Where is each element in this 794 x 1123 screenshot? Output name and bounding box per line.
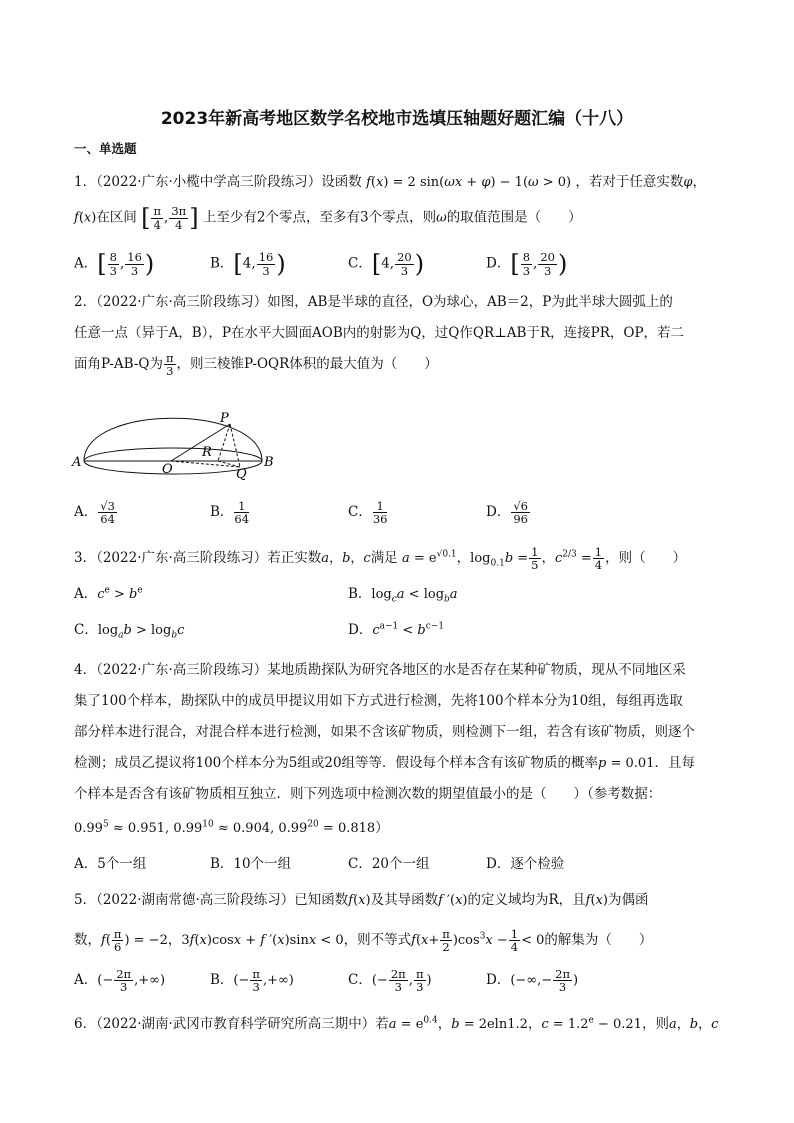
q4-line1: 4．（2022·广东·高三阶段练习）某地质勘探队为研究各地区的水是否存在某种矿物质，现从不同地区采 bbox=[74, 662, 686, 678]
q3-line1: 3．（2022·广东·高三阶段练习）若正实数a，b，c满足 $a = e^{√0.1}$，$\log_{0.1}b$ = $\frac{1}{5}$ ，$c^{2/3}$ = $\frac{1}{4}$ ，则（ ） bbox=[74, 545, 687, 573]
q1-function: f(x) = 2 sin(ωx + φ) − 1(ω > 0) bbox=[366, 175, 572, 190]
q1-option-a[interactable]: A．[ $\frac{8}{3}$ , $\frac{16}{3}$ ) bbox=[74, 250, 155, 278]
q2-option-d[interactable]: D． $\frac{√6}{96}$ bbox=[486, 499, 528, 527]
q3-option-c[interactable]: C．$\log_ab > \log_bc$ bbox=[74, 622, 185, 641]
q4-line2: 集了100个样本，勘探队中的成员甲提议用如下方式进行检测，先将100个样本分为10组，每组再选取 bbox=[74, 693, 683, 709]
label-q: Q bbox=[236, 467, 247, 480]
q2-line2: 任意一点（异于A，B），P在水平大圆面AOB内的射影为Q，过Q作QR⊥AB于R，连接PR，OP，若二 bbox=[74, 325, 685, 341]
q4-option-c[interactable]: C．20个一组 bbox=[348, 856, 430, 872]
label-r: R bbox=[202, 445, 212, 460]
q5-line2: 数，f( $\frac{\pi}{6}$ ) = −2，3f(x)cosx + f ′(x)sinx < 0，则不等式f(x+ $\frac{\pi}{2}$ )$\cos^3x$ − $\frac{1}{4}$ < 0的解集为（ ） bbox=[74, 927, 653, 955]
q4-line4: 检测；成员乙提议将100个样本分为5组或20组等等．假设每个样本含有该矿物质的概率p = 0.01．且每 bbox=[74, 755, 695, 771]
q4-line3: 部分样本进行混合，对混合样本进行检测，如果不含该矿物质，则检测下一组，若含有该矿物质，则逐个 bbox=[74, 724, 695, 740]
q4-option-d[interactable]: D．逐个检验 bbox=[486, 856, 565, 872]
q5-line1: 5．（2022·湖南常德·高三阶段练习）已知函数f(x)及其导函数f ′(x)的定义域均为R，且f(x)为偶函 bbox=[74, 892, 649, 908]
q4-option-a[interactable]: A．5个一组 bbox=[74, 856, 147, 872]
hemisphere-arc bbox=[84, 418, 262, 461]
label-o: O bbox=[162, 462, 173, 477]
q5-option-a[interactable]: A．(− $\frac{2\pi}{3}$ ,+∞) bbox=[74, 967, 166, 995]
q4-option-b[interactable]: B．10个一组 bbox=[210, 856, 292, 872]
segment-pr bbox=[218, 424, 230, 461]
q1-line2: f(x)在区间 [ $\frac{\pi}{4}$ , $\frac{3\pi}{4}$ ] 上至少有2个零点，至多有3个零点，则ω的取值范围是（ ） bbox=[74, 204, 582, 232]
label-p: P bbox=[220, 411, 229, 426]
q2-line1: 2．（2022·广东·高三阶段练习）如图，AB是半球的直径，O为球心，AB＝2，P为此半球大圆弧上的 bbox=[74, 294, 673, 310]
label-b: B bbox=[264, 455, 274, 470]
q3-option-b[interactable]: B．$\log_ca < \log_ba$ bbox=[348, 586, 458, 605]
q6-line1: 6．（2022·湖南·武冈市教育科学研究所高三期中）若$a = e^{0.4}$，b = 2eln1.2，c = 1.2$^e$ − 0.21，则a，b，c bbox=[74, 1015, 719, 1032]
q5-option-c[interactable]: C．(− $\frac{2\pi}{3}$ , $\frac{\pi}{3}$ ) bbox=[348, 967, 432, 995]
q1-line1: 1．（2022·广东·小榄中学高三阶段练习）设函数 f(x) = 2 sin(ωx + φ) − 1(ω > 0) ，若对于任意实数φ， bbox=[74, 174, 707, 190]
q2-option-b[interactable]: B． $\frac{1}{64}$ bbox=[210, 499, 250, 527]
q2-line3: 面角P-AB-Q为 $\frac{\pi}{3}$ ，则三棱锥P-OQR体积的最大值为（ ） bbox=[74, 351, 438, 379]
section-heading: 一、单选题 bbox=[74, 141, 137, 156]
q4-line5: 个样本是否含有该矿物质相互独立．则下列选项中检测次数的期望值最小的是（ ）（参考数据： bbox=[74, 786, 662, 802]
q3-option-a[interactable]: A．$c^e > b^e$ bbox=[74, 585, 143, 602]
q2-option-a[interactable]: A． $\frac{√3}{64}$ bbox=[74, 499, 115, 527]
segment-op bbox=[171, 424, 230, 461]
q1-option-d[interactable]: D．[ $\frac{8}{3}$ , $\frac{20}{3}$ ) bbox=[486, 250, 568, 278]
page-title: 2023年新高考地区数学名校地市选填压轴题好题汇编（十八） bbox=[160, 109, 634, 129]
q5-option-d[interactable]: D．(−∞,− $\frac{2\pi}{3}$ ) bbox=[486, 967, 579, 995]
hemisphere-figure bbox=[70, 384, 290, 480]
q1-option-b[interactable]: B．[4, $\frac{16}{3}$ ) bbox=[210, 250, 286, 278]
q3-option-d[interactable]: D．$c^{a-1} < b^{c-1}$ bbox=[348, 621, 445, 638]
q5-option-b[interactable]: B．(− $\frac{\pi}{3}$ ,+∞) bbox=[210, 967, 294, 995]
q2-option-c[interactable]: C． $\frac{1}{36}$ bbox=[348, 499, 388, 527]
q1-option-c[interactable]: C．[4, $\frac{20}{3}$ ) bbox=[348, 250, 425, 278]
q4-line6: $0.99^5 \approx 0.951$, $0.99^{10} \approx 0.904$, $0.99^{20} = 0.818$） bbox=[74, 819, 389, 836]
label-a: A bbox=[72, 455, 82, 470]
